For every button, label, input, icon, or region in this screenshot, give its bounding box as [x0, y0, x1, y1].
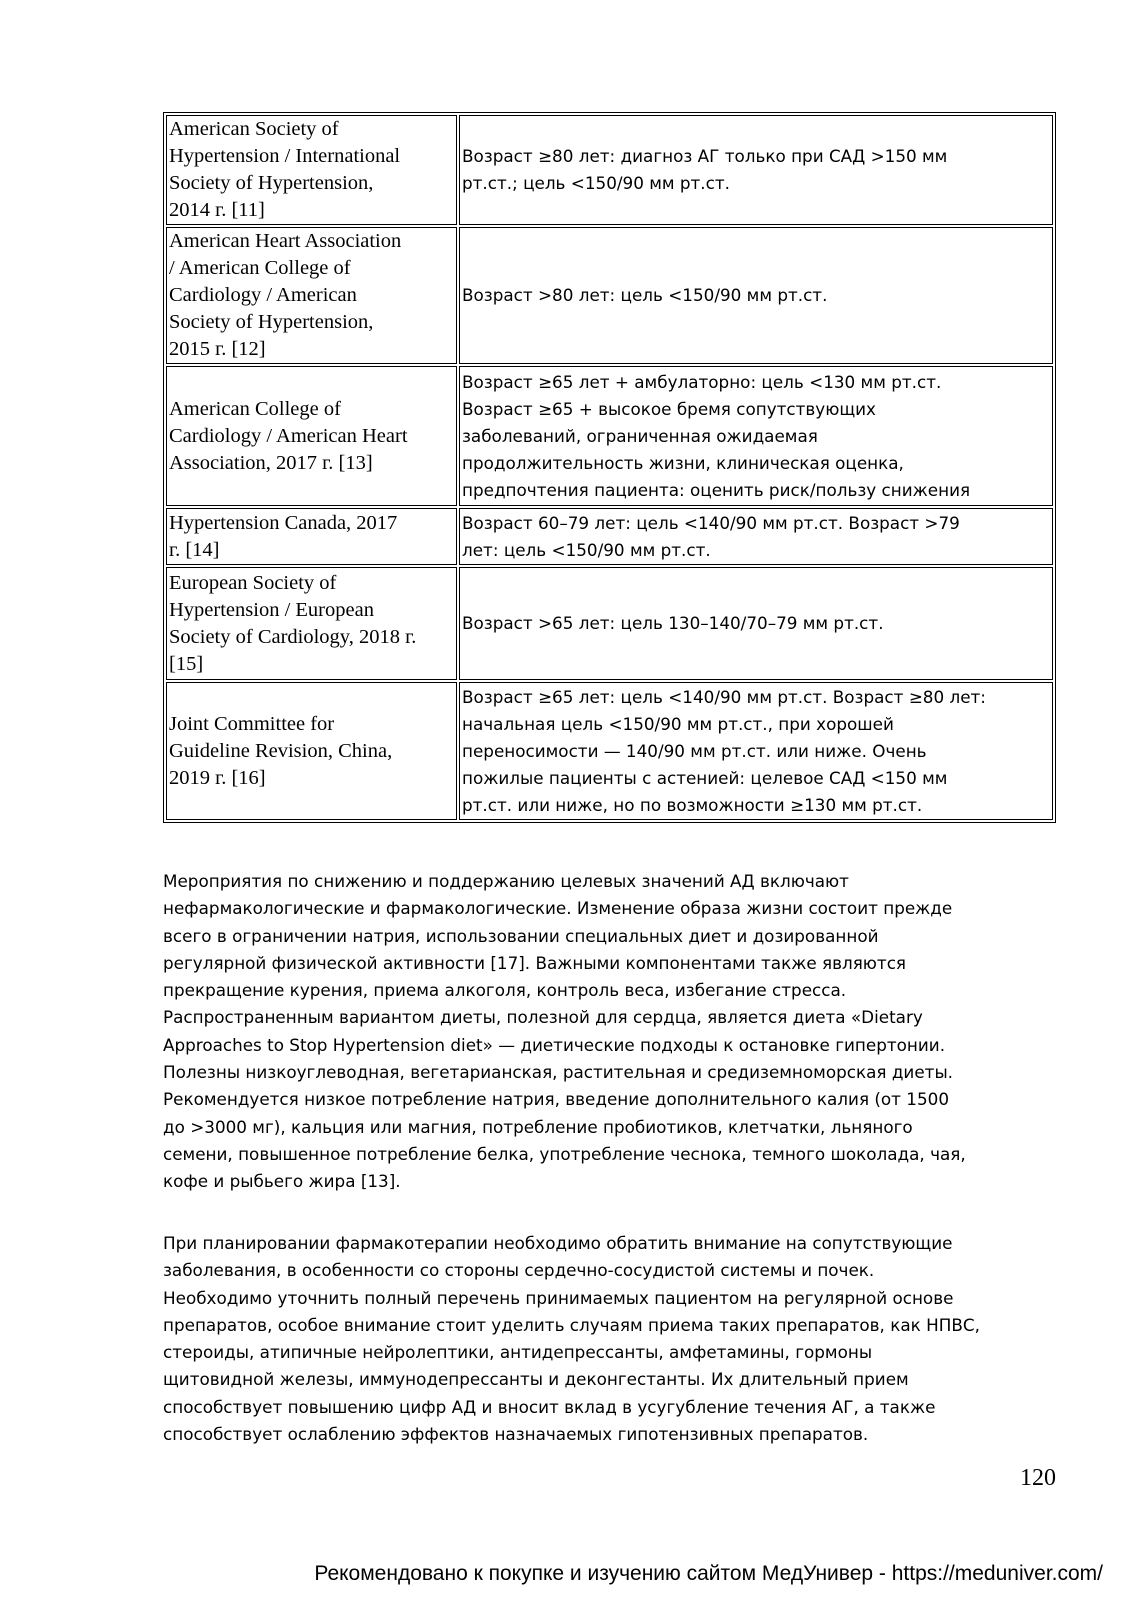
recommendation-text: Возраст >80 лет: цель <150/90 мм рт.ст. [462, 285, 828, 305]
table-row [166, 366, 1053, 506]
table-cell-source [166, 227, 457, 364]
table-row [166, 682, 1053, 820]
table-row [166, 115, 1053, 225]
recommendation-text: Возраст ≥80 лет: диагноз АГ только при САД >150 мм рт.ст.; цель <150/90 мм рт.ст. [462, 146, 948, 193]
source-text: Hypertension Canada, 2017 г. [14] [169, 511, 398, 561]
source-text: American College of Cardiology / American Heart Association, 2017 г. [13] [169, 397, 408, 474]
source-text: European Society of Hypertension / European Society of Cardiology, 2018 г. [15] [169, 571, 417, 675]
page-number: 120 [1020, 1465, 1056, 1491]
table-cell-source [166, 366, 457, 506]
footer-recommendation: Рекомендовано к покупке и изучению сайтом МедУнивер - https://meduniver.com/ [314, 1562, 1103, 1585]
table-cell-recommendation [459, 508, 1053, 565]
table-cell-source [166, 115, 457, 225]
table-cell-recommendation [459, 682, 1053, 820]
table-cell-source [166, 508, 457, 565]
body-paragraph: Мероприятия по снижению и поддержанию целевых значений АД включают нефармакологические и фармакологические. Изменение образа жизни состоит прежде всего в ограничении натрия, использовании специальных диет и дозированной регулярной физической активности [17]. Важными компонентами также являются прекращение курения, приема алкоголя, контроль веса, избегание стресса. Распространенным вариантом диеты, полезной для сердца, является диета «Dietary Approaches to Stop Hypertension diet» — диетические подходы к остановке гипертонии. Полезны низкоуглеводная, вегетарианская, растительная и средиземноморская диеты. Рекомендуется низкое потребление натрия, введение дополнительного калия (от 1500 до >3000 мг), кальция или магния, потребление пробиотиков, клетчатки, льняного семени, повышенное потребление белка, употребление чеснока, темного шоколада, чая, кофе и рыбьего жира [13]. [163, 871, 966, 1192]
body-paragraph: При планировании фармакотерапии необходимо обратить внимание на сопутствующие заболевания, в особенности со стороны сердечно-сосудистой системы и почек. Необходимо уточнить полный перечень принимаемых пациентом на регулярной основе препаратов, особое внимание стоит уделить случаям приема таких препаратов, как НПВС, стероиды, атипичные нейролептики, антидепрессанты, амфетамины, гормоны щитовидной железы, иммунодепрессанты и деконгестанты. Их длительный прием способствует повышению цифр АД и вносит вклад в усугубление течения АГ, а также способствует ослаблению эффектов назначаемых гипотензивных препаратов. [163, 1233, 980, 1445]
source-text: Joint Committee for Guideline Revision, China, 2019 г. [16] [169, 712, 393, 789]
recommendation-text: Возраст 60–79 лет: цель <140/90 мм рт.ст. Возраст >79 лет: цель <150/90 мм рт.ст. [462, 512, 960, 560]
table-cell-recommendation [459, 227, 1053, 364]
table-row [166, 227, 1053, 364]
table-cell-source [166, 682, 457, 820]
table-row [166, 508, 1053, 565]
table-cell-source [166, 567, 457, 680]
source-text: American Heart Association / American College of Cardiology / American Society of Hypertension, 2015 г. [12] [169, 230, 402, 360]
source-text: American Society of Hypertension / International Society of Hypertension, 2014 г. [11] [169, 118, 401, 221]
recommendation-text: Возраст >65 лет: цель 130–140/70–79 мм рт.ст. [462, 613, 884, 633]
guidelines-table [163, 112, 1056, 823]
table-cell-recommendation [459, 567, 1053, 680]
recommendation-text: Возраст ≥65 лет + амбулаторно: цель <130 мм рт.ст. Возраст ≥65 + высокое бремя сопутствующих заболеваний, ограниченная ожидаемая продолжительность жизни, клиническая оценка, предпочтения пациента: оценить риск/пользу снижения [462, 371, 971, 500]
table-cell-recommendation [459, 366, 1053, 506]
recommendation-text: Возраст ≥65 лет: цель <140/90 мм рт.ст. Возраст ≥80 лет: начальная цель <150/90 мм рт.ст., при хорошей переносимости — 140/90 мм рт.ст. или ниже. Очень пожилые пациенты с астенией: целевое САД <150 мм рт.ст. или ниже, но по возможности ≥130 мм рт.ст. [462, 686, 986, 815]
table-cell-recommendation [459, 115, 1053, 225]
table-row [166, 567, 1053, 680]
